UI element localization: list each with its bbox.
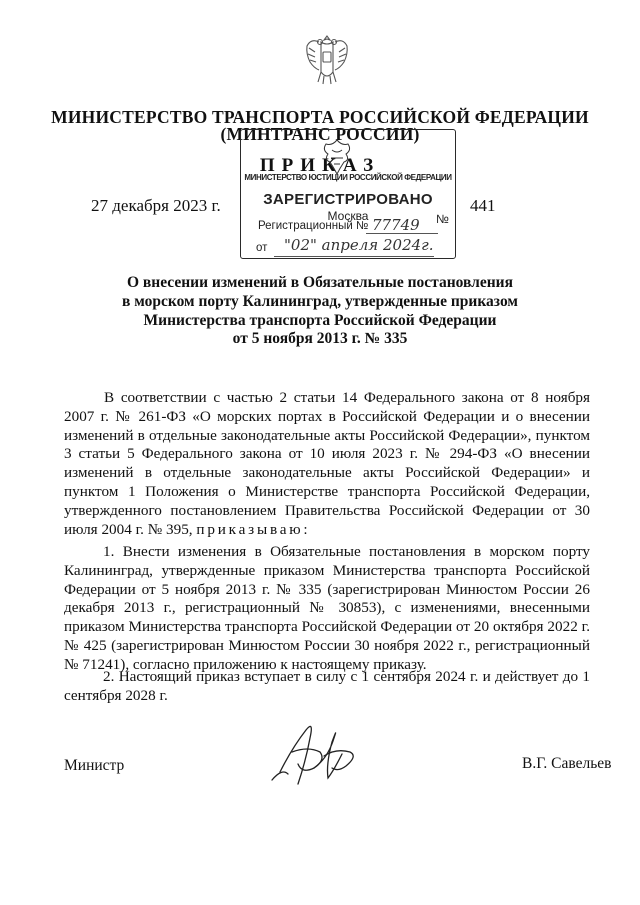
order-date: 27 декабря 2023 г. xyxy=(91,196,221,215)
signatory-name: В.Г. Савельев xyxy=(522,755,612,772)
stamp-date-prefix: от xyxy=(256,242,268,254)
item-1-paragraph: 1. Внести изменения в Обязательные постановления в морском порту Калининград, утвержденные приказом Министерства транспорта Российской Федерации от 5 ноября 2013 г. № 335 (зарегистрирован Минюстом России 26 декабря 2013 г., регистрационный № 30853), с изменениями, внесенными приказом Министерства транспорта Российской Федерации от 20 октября 2022 г. № 425 (зарегистрирован Минюстом России 30 ноября 2022 г., регистрационный № 71241), согласно приложению к настоящему приказу. xyxy=(64,543,590,673)
handwritten-signature xyxy=(262,708,362,796)
signatory-position: Министр xyxy=(64,757,125,774)
order-number: 441 xyxy=(470,196,496,215)
preamble-text: В соответствии с частью 2 статьи 14 Федерального закона от 8 ноября 2007 г. № 261-ФЗ «О морских портах в Российской Федерации и о внесении изменений в отдельные законодательные акты Российской Федерации», пунктом 3 статьи 5 Федерального закона от 10 июля 2023 г. № 294-ФЗ «О внесении изменений в отдельные законодательные акты Российской Федерации» и пунктом 1 Положения о Министерстве транспорта Российской Федерации, утвержденного постановлением Правительства Российской Федерации от 30 июля 2004 г. № 395, xyxy=(64,389,590,538)
stamp-registration-number: 77749 xyxy=(372,216,420,234)
state-emblem-icon xyxy=(301,30,353,90)
document-type: ПРИКАЗ xyxy=(259,155,381,176)
seal-icon xyxy=(310,136,364,178)
ministry-name: МИНИСТЕРСТВО ТРАНСПОРТА РОССИЙСКОЙ ФЕДЕРАЦИИ xyxy=(51,107,589,127)
stamp-organization: МИНИСТЕРСТВО ЮСТИЦИИ РОССИЙСКОЙ ФЕДЕРАЦИИ xyxy=(244,173,452,182)
stamp-city: Москва xyxy=(327,209,369,223)
item-2-paragraph: 2. Настоящий приказ вступает в силу с 1 сентября 2024 г. и действует до 1 сентября 2028 г. xyxy=(64,668,590,704)
order-title xyxy=(0,274,640,349)
preamble-paragraph xyxy=(64,389,590,539)
stamp-registration-date: "02" апреля 2024г. xyxy=(284,236,434,254)
title-line: О внесении изменений в Обязательные постановления xyxy=(127,274,513,291)
order-word: приказываю: xyxy=(196,520,311,538)
title-line: Министерства транспорта Российской Федерации xyxy=(143,311,497,329)
ministry-short-name: (МИНТРАНС РОССИИ) xyxy=(220,124,420,144)
stamp-registered-label: ЗАРЕГИСТРИРОВАНО xyxy=(263,191,433,208)
stamp-number-sign: № xyxy=(436,212,449,226)
title-line: от 5 ноября 2013 г. № 335 xyxy=(232,330,408,348)
stamp-date-underline xyxy=(274,256,434,257)
stamp-registration-label: Регистрационный № xyxy=(258,220,369,232)
stamp-number-underline xyxy=(366,233,438,234)
title-line: в морском порту Калининград, утвержденные приказом xyxy=(122,292,518,310)
